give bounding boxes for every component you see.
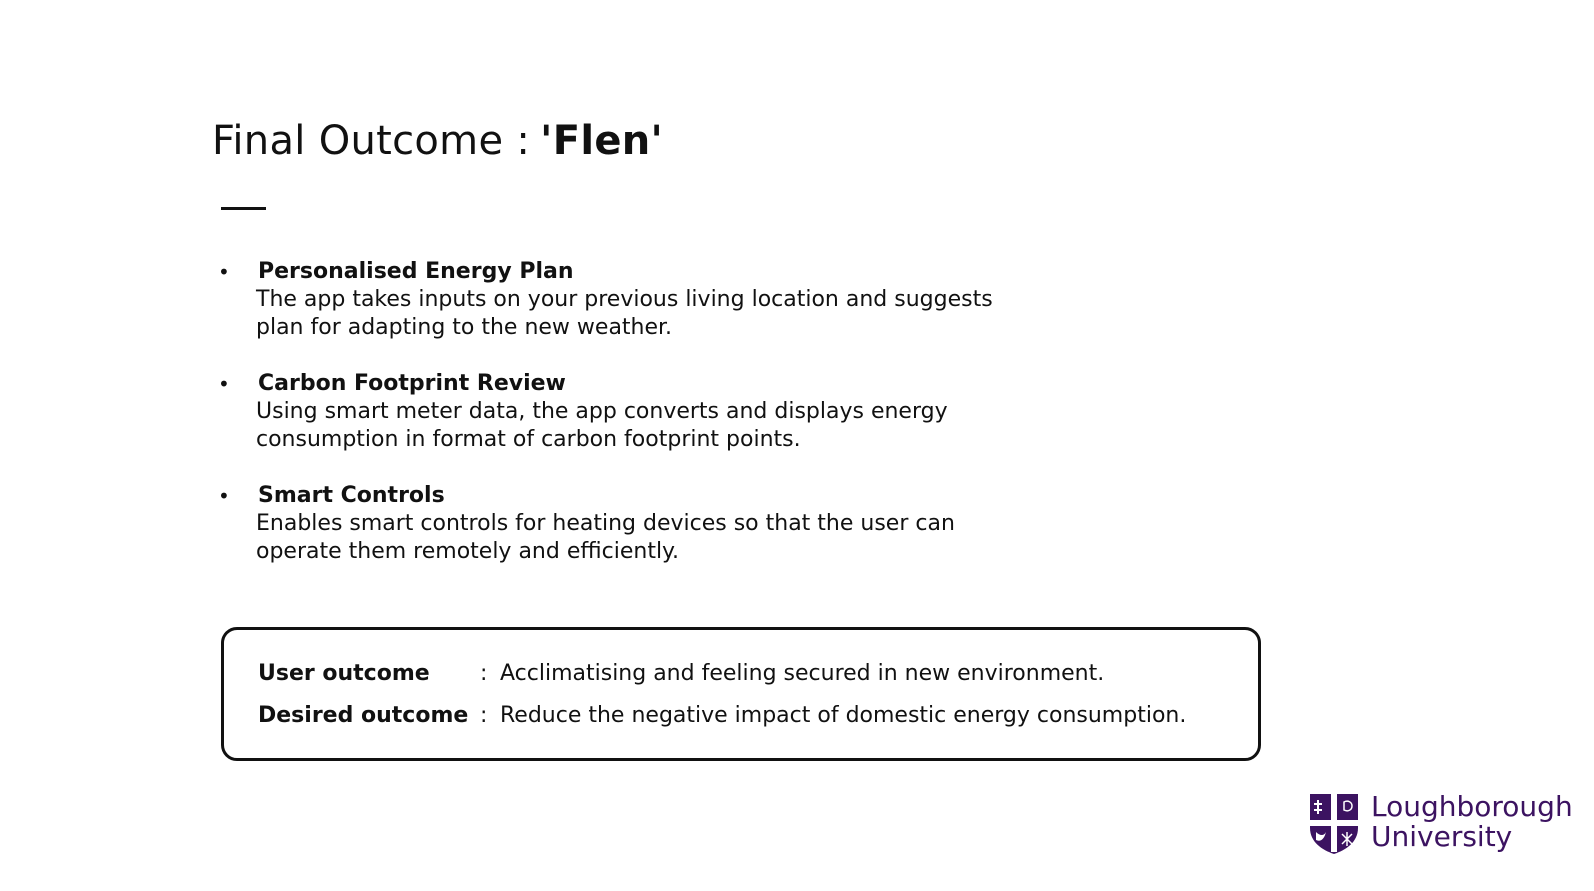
user-outcome-label: User outcome	[258, 661, 430, 686]
product-name: 'Flen'	[540, 118, 664, 164]
feature-item-carbon-footprint	[218, 370, 1018, 454]
logo-line-1: Loughborough	[1371, 790, 1573, 823]
feature-title: Personalised Energy Plan	[258, 259, 574, 284]
slide-title	[212, 118, 663, 164]
feature-description: Enables smart controls for heating devices so that the user can operate them remotely and efficiently.	[256, 511, 955, 564]
feature-title: Smart Controls	[258, 483, 445, 508]
outcome-box	[221, 627, 1261, 761]
title-prefix: Final Outcome :	[212, 118, 531, 164]
desired-outcome-value: Reduce the negative impact of domestic energy consumption.	[500, 703, 1187, 728]
logo-line-2: University	[1371, 820, 1513, 853]
bullet-icon: •	[218, 484, 230, 508]
university-crest-icon	[1308, 792, 1360, 856]
feature-description: Using smart meter data, the app converts and displays energy consumption in format of carbon footprint points.	[256, 399, 948, 452]
bullet-icon: •	[218, 260, 230, 284]
feature-item-energy-plan	[218, 258, 1018, 342]
user-outcome-separator: :	[480, 661, 488, 686]
desired-outcome-label: Desired outcome	[258, 703, 469, 728]
feature-title: Carbon Footprint Review	[258, 371, 566, 396]
desired-outcome-row	[258, 702, 1186, 730]
feature-item-smart-controls	[218, 482, 1018, 566]
bullet-icon: •	[218, 372, 230, 396]
user-outcome-value: Acclimatising and feeling secured in new environment.	[500, 661, 1105, 686]
feature-list	[218, 258, 1018, 594]
logo-wordmark	[1371, 792, 1573, 852]
university-logo	[1308, 790, 1573, 860]
title-divider	[221, 207, 266, 210]
user-outcome-row	[258, 660, 1104, 688]
feature-description: The app takes inputs on your previous living location and suggests plan for adapting to the new weather.	[256, 287, 993, 340]
desired-outcome-separator: :	[480, 703, 488, 728]
